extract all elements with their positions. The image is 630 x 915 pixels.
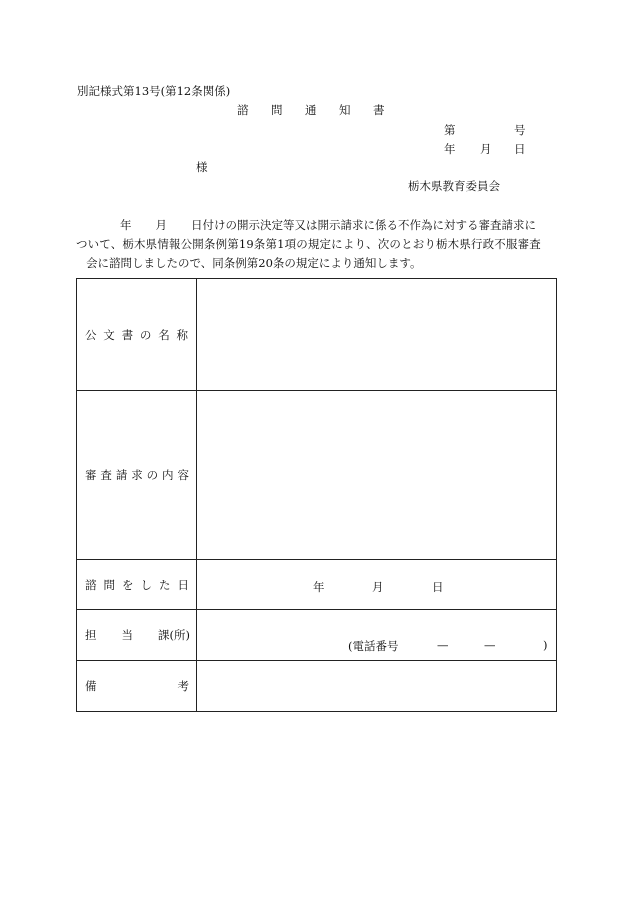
- phone-dash: —: [484, 638, 496, 652]
- label-char: 公: [85, 327, 97, 342]
- body-text-line-3: 会に諮問しましたので、同条例第20条の規定により通知します。: [86, 256, 422, 270]
- request-content-field[interactable]: [197, 391, 557, 560]
- doc-number-suffix: 号: [514, 123, 526, 137]
- label-char: 請: [115, 468, 128, 482]
- document-name-field[interactable]: [197, 279, 557, 391]
- date-month-label: 月: [372, 579, 384, 594]
- date-year-label: 年: [313, 579, 325, 594]
- label-char: 求: [131, 468, 143, 482]
- doc-number-prefix: 第: [444, 123, 456, 137]
- label-char: 称: [176, 327, 188, 342]
- body-year-label: 年: [120, 218, 132, 232]
- phone-label: (電話番号: [348, 639, 399, 653]
- label-char: 書: [121, 327, 134, 342]
- label-cell: [77, 391, 197, 560]
- phone-dash: —: [437, 638, 449, 652]
- label-char: し: [140, 577, 152, 592]
- label-char: の: [146, 468, 159, 482]
- title-char: 諮: [237, 103, 249, 117]
- label-char: 担: [85, 628, 97, 642]
- document-title: [237, 105, 407, 117]
- table-row-consultation-date: [77, 560, 557, 610]
- label-char: を: [122, 577, 134, 592]
- label-cell: [77, 279, 197, 391]
- notice-table: [76, 278, 557, 712]
- label-char: 考: [177, 679, 189, 693]
- label-char: 文: [103, 327, 115, 342]
- addressee-honorific: 様: [196, 160, 208, 174]
- label-cell: [77, 610, 197, 661]
- form-label: 別記様式第13号(第12条関係): [77, 84, 231, 98]
- body-month-label: 月: [155, 218, 167, 232]
- label-char: た: [159, 577, 171, 592]
- title-char: 知: [339, 103, 351, 117]
- issuer-name: 栃木県教育委員会: [408, 179, 500, 193]
- body-text-line-1: [120, 220, 536, 232]
- label-char: 課(所): [158, 628, 190, 642]
- label-char: 問: [103, 577, 115, 592]
- label-char: 諮: [85, 577, 97, 592]
- table-row-request-content: [77, 391, 557, 560]
- label-char: 容: [177, 468, 189, 482]
- table-row-department: [77, 610, 557, 661]
- label-char: 内: [162, 468, 174, 482]
- label-cell: [77, 560, 197, 610]
- label-char: 日: [177, 577, 189, 592]
- title-char: 通: [305, 103, 317, 117]
- date-day-label: 日: [514, 142, 526, 156]
- body-text-line-2: ついて、栃木県情報公開条例第19条第1項の規定により、次のとおり栃木県行政不服審査: [76, 237, 541, 251]
- label-char: 審: [85, 468, 97, 482]
- table-row-remarks: [77, 661, 557, 712]
- date-day-label: 日: [432, 579, 444, 594]
- label-char: 当: [121, 628, 133, 642]
- department-field[interactable]: [197, 610, 557, 661]
- label-char: 備: [85, 679, 97, 693]
- remarks-field[interactable]: [197, 661, 557, 712]
- label-char: 名: [158, 327, 170, 342]
- label-cell: [77, 661, 197, 712]
- date-year-label: 年: [444, 142, 456, 156]
- date-month-label: 月: [480, 142, 492, 156]
- consultation-date-field[interactable]: [197, 560, 557, 610]
- label-char: 査: [100, 468, 112, 482]
- phone-close-paren: ): [543, 638, 548, 652]
- table-row-document-name: [77, 279, 557, 391]
- body-text: 日付けの開示決定等又は開示請求に係る不作為に対する審査請求に: [191, 218, 536, 232]
- title-char: 問: [271, 103, 283, 117]
- label-char: の: [139, 327, 152, 342]
- title-char: 書: [373, 103, 385, 117]
